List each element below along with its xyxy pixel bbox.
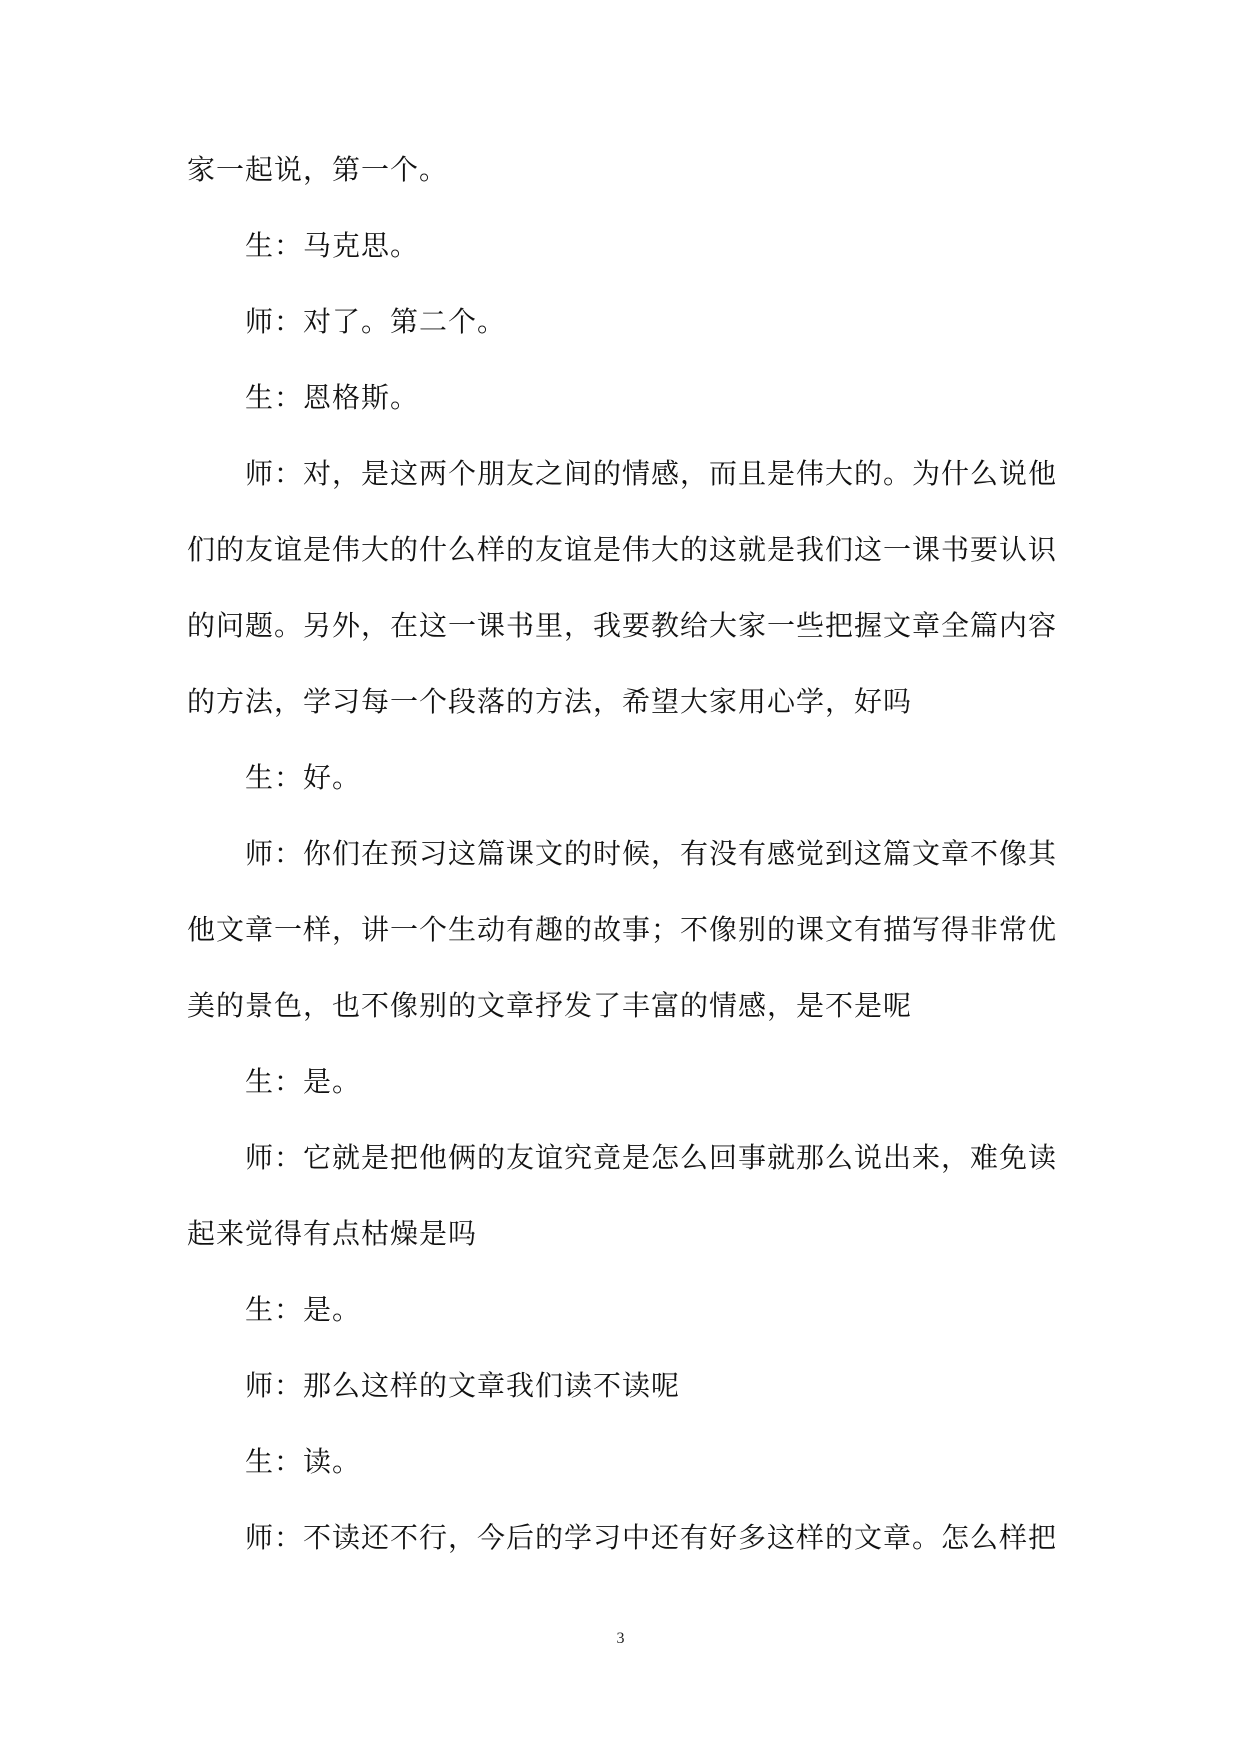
- teacher-line: 师：对，是这两个朋友之间的情感，而且是伟大的。为什么说他们的友谊是伟大的什么样的友谊是伟大的这就是我们这一课书要认识的问题。另外，在这一课书里，我要教给大家一些把握文章全篇内容的方法，学习每一个段落的方法，希望大家用心学，好吗: [187, 457, 1058, 718]
- teacher-line: 师：不读还不行，今后的学习中还有好多这样的文章。怎么样把: [245, 1521, 1058, 1554]
- student-line: 生：好。: [245, 761, 362, 794]
- teacher-line: 师：你们在预习这篇课文的时候，有没有感觉到这篇文章不像其他文章一样，讲一个生动有趣的故事；不像别的课文有描写得非常优美的景色，也不像别的文章抒发了丰富的情感，是不是呢: [187, 837, 1058, 1022]
- page-number: 3: [616, 1630, 625, 1647]
- student-line: 生：读。: [245, 1445, 362, 1478]
- student-line: 生：恩格斯。: [245, 381, 420, 414]
- student-line: 生：是。: [245, 1065, 362, 1098]
- paragraph-continuation: 家一起说，第一个。: [187, 153, 449, 186]
- teacher-line: 师：对了。第二个。: [245, 305, 507, 338]
- student-line: 生：是。: [245, 1293, 362, 1326]
- teacher-line: 师：那么这样的文章我们读不读呢: [245, 1369, 681, 1402]
- teacher-line: 师：它就是把他俩的友谊究竟是怎么回事就那么说出来，难免读起来觉得有点枯燥是吗: [187, 1141, 1058, 1250]
- student-line: 生：马克思。: [245, 229, 420, 262]
